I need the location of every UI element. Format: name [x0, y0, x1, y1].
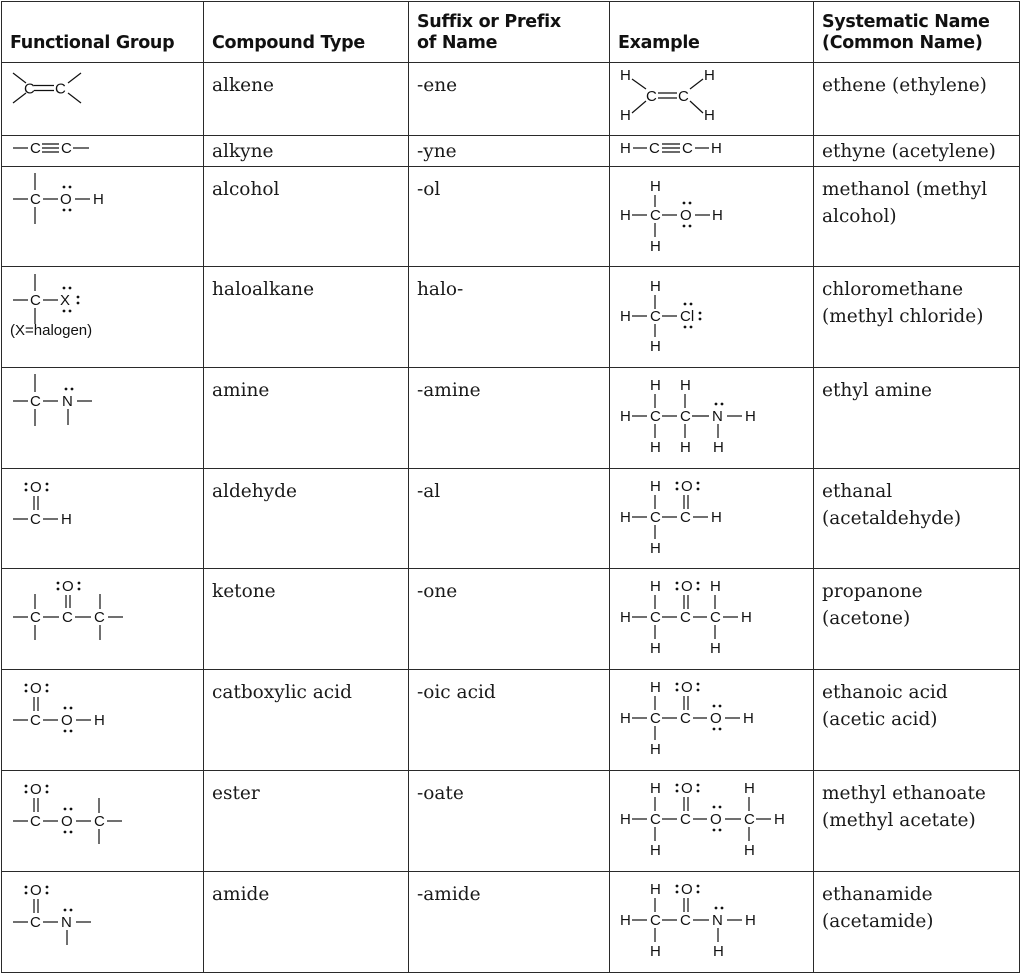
propanone-example-structure [610, 569, 812, 665]
example-structure [610, 166, 814, 266]
chloromethane-example-structure [610, 267, 812, 363]
atom-label: H [620, 810, 631, 828]
atom-label: C [30, 291, 41, 309]
table-row [2, 669, 1020, 770]
atom-label: H [620, 206, 631, 224]
alkene-group-structure [2, 63, 202, 133]
atom-label: O [680, 206, 692, 224]
header-row [2, 2, 1020, 63]
atom-label: C [650, 508, 661, 526]
atom-label: H [713, 942, 724, 960]
atom-label: C [680, 407, 691, 425]
atom-label: H [774, 810, 785, 828]
atom-label: H [710, 577, 721, 595]
atom-label: O [60, 190, 72, 208]
atom-label: H [620, 67, 631, 84]
table-row [2, 468, 1020, 568]
example-structure [610, 871, 814, 972]
alkyne-group-structure [2, 136, 202, 164]
example-structure [610, 770, 814, 871]
ester-group-structure [2, 771, 202, 867]
systematic-name-cell: ethyl amine [814, 367, 1020, 468]
aldehyde-group-structure [2, 469, 202, 565]
atom-label: O [62, 577, 74, 595]
functional-group-structure [2, 136, 204, 167]
functional-group-structure [2, 63, 204, 136]
atom-label: H [620, 911, 631, 929]
compound-type-cell: alcohol [204, 166, 409, 266]
affix-cell: -amide [409, 871, 610, 972]
compound-type-cell: aldehyde [204, 468, 409, 568]
functional-group-structure [2, 266, 204, 367]
compound-type-cell: ketone [204, 568, 409, 669]
atom-label: H [741, 608, 752, 626]
header-systematic-name [814, 2, 1020, 63]
atom-label: H [744, 779, 755, 797]
functional-group-structure [2, 468, 204, 568]
atom-label: C [55, 80, 66, 98]
atom-label: H [745, 407, 756, 425]
amine-group-structure [2, 368, 202, 464]
carboxylic-acid-group-structure [2, 670, 202, 766]
atom-label: H [712, 206, 723, 224]
methanol-example-structure [610, 167, 812, 263]
atom-label: O [710, 709, 722, 727]
atom-label: C [30, 140, 41, 157]
atom-label: C [30, 190, 41, 208]
atom-label: C [650, 810, 661, 828]
table-row [2, 568, 1020, 669]
atom-label: N [61, 913, 72, 931]
atom-label: O [681, 779, 693, 797]
table-row [2, 770, 1020, 871]
atom-label: C [682, 140, 693, 157]
systematic-name-cell: methanol (methyl alcohol) [814, 166, 1020, 266]
atom-label: C [650, 407, 661, 425]
atom-label: O [681, 477, 693, 495]
atom-label: H [650, 177, 661, 195]
atom-label: C [650, 307, 661, 325]
atom-label: H [713, 438, 724, 456]
atom-label: H [711, 140, 722, 157]
systematic-name-cell: ethanal (acetaldehyde) [814, 468, 1020, 568]
atom-label: O [61, 812, 73, 830]
table-row [2, 367, 1020, 468]
header-suffix-prefix [409, 2, 610, 63]
atom-label: C [650, 911, 661, 929]
atom-label: O [681, 880, 693, 898]
header-suffix-line2: of Name [417, 33, 498, 53]
atom-label: C [30, 812, 41, 830]
compound-type-cell: amide [204, 871, 409, 972]
atom-label: C [94, 812, 105, 830]
table-row [2, 136, 1020, 167]
table-row [2, 166, 1020, 266]
atom-label: O [61, 711, 73, 729]
atom-label: H [710, 639, 721, 657]
table-row [2, 266, 1020, 367]
atom-label: H [620, 407, 631, 425]
atom-label: H [650, 779, 661, 797]
atom-label: H [744, 841, 755, 859]
atom-label: H [711, 508, 722, 526]
haloalkane-group-structure [2, 267, 202, 363]
atom-label: C [680, 810, 691, 828]
systematic-name-cell: propanone (acetone) [814, 568, 1020, 669]
ketone-group-structure [2, 569, 202, 665]
atom-label: H [650, 237, 661, 255]
atom-label: H [650, 277, 661, 295]
header-compound-type: Compound Type [204, 2, 409, 63]
ethanal-example-structure [610, 469, 812, 565]
header-systematic-line1: Systematic Name [822, 12, 990, 32]
atom-label: H [650, 740, 661, 758]
atom-label: N [62, 392, 73, 410]
compound-type-cell: amine [204, 367, 409, 468]
atom-label: O [30, 679, 42, 697]
systematic-name-cell: methyl ethanoate (methyl acetate) [814, 770, 1020, 871]
atom-label: C [744, 810, 755, 828]
atom-label: X [60, 291, 71, 309]
atom-label: H [650, 942, 661, 960]
atom-label: H [94, 711, 105, 729]
alcohol-group-structure [2, 167, 202, 263]
atom-label: C [680, 608, 691, 626]
example-structure [610, 136, 814, 167]
compound-type-cell: haloalkane [204, 266, 409, 367]
example-structure [610, 63, 814, 136]
atom-label: H [650, 438, 661, 456]
atom-label: C [650, 608, 661, 626]
atom-label: C [680, 709, 691, 727]
header-systematic-line2: (Common Name) [822, 33, 983, 53]
functional-group-structure [2, 166, 204, 266]
example-structure [610, 568, 814, 669]
atom-label: C [30, 913, 41, 931]
atom-label: H [680, 376, 691, 394]
functional-groups-table [1, 1, 1020, 973]
atom-label: O [30, 780, 42, 798]
atom-label: C [678, 88, 689, 105]
atom-label: H [650, 477, 661, 495]
atom-label: H [650, 639, 661, 657]
table-row [2, 63, 1020, 136]
methyl-ethanoate-example-structure [610, 771, 812, 867]
atom-label: H [650, 678, 661, 696]
example-structure [610, 266, 814, 367]
atom-label: H [620, 307, 631, 325]
example-structure [610, 367, 814, 468]
ethene-example-structure [610, 63, 812, 133]
ethyne-example-structure [610, 136, 812, 164]
affix-cell: -al [409, 468, 610, 568]
atom-label: H [704, 107, 715, 124]
atom-label: C [650, 206, 661, 224]
atom-label: C [62, 608, 73, 626]
atom-label: H [93, 190, 104, 208]
atom-label: C [61, 140, 72, 157]
atom-label: C [646, 88, 657, 105]
atom-label: C [30, 510, 41, 528]
atom-label: C [30, 711, 41, 729]
atom-label: O [30, 881, 42, 899]
functional-group-structure [2, 669, 204, 770]
atom-label: H [620, 107, 631, 124]
systematic-name-cell: ethyne (acetylene) [814, 136, 1020, 167]
atom-label: C [94, 608, 105, 626]
atom-label: H [680, 438, 691, 456]
compound-type-cell: ester [204, 770, 409, 871]
atom-label: H [650, 337, 661, 355]
functional-group-structure [2, 367, 204, 468]
header-example: Example [610, 2, 814, 63]
atom-label: H [745, 911, 756, 929]
atom-label: H [650, 880, 661, 898]
affix-cell: halo- [409, 266, 610, 367]
atom-label: H [743, 709, 754, 727]
atom-label: C [649, 140, 660, 157]
atom-label: H [650, 841, 661, 859]
atom-label: H [650, 577, 661, 595]
affix-cell: -one [409, 568, 610, 669]
atom-label: C [650, 709, 661, 727]
atom-label: N [712, 407, 723, 425]
atom-label: C [680, 508, 691, 526]
systematic-name-cell: ethanamide (acetamide) [814, 871, 1020, 972]
atom-label: H [704, 67, 715, 84]
atom-label: H [61, 510, 72, 528]
ethanamide-example-structure [610, 872, 812, 968]
affix-cell: -ene [409, 63, 610, 136]
atom-label: N [712, 911, 723, 929]
atom-label: O [681, 577, 693, 595]
example-structure [610, 669, 814, 770]
atom-label: H [620, 709, 631, 727]
ethylamine-example-structure [610, 368, 812, 464]
atom-label: H [620, 608, 631, 626]
table-row [2, 871, 1020, 972]
ethanoic-acid-example-structure [610, 670, 812, 766]
header-functional-group: Functional Group [2, 2, 204, 63]
atom-label: H [620, 140, 631, 157]
affix-cell: -oate [409, 770, 610, 871]
atom-label: C [30, 392, 41, 410]
atom-label: H [620, 508, 631, 526]
compound-type-cell: catboxylic acid [204, 669, 409, 770]
functional-group-structure [2, 871, 204, 972]
atom-label: C [710, 608, 721, 626]
affix-cell: -ol [409, 166, 610, 266]
atom-label: C [680, 911, 691, 929]
affix-cell: -yne [409, 136, 610, 167]
atom-label: O [30, 478, 42, 496]
atom-label: H [650, 376, 661, 394]
halogen-note: (X=halogen) [10, 321, 93, 339]
affix-cell: -oic acid [409, 669, 610, 770]
systematic-name-cell: ethene (ethylene) [814, 63, 1020, 136]
compound-type-cell: alkyne [204, 136, 409, 167]
systematic-name-cell: chloromethane (methyl chloride) [814, 266, 1020, 367]
functional-group-structure [2, 770, 204, 871]
atom-label: C [30, 608, 41, 626]
amide-group-structure [2, 872, 202, 968]
affix-cell: -amine [409, 367, 610, 468]
header-suffix-line1: Suffix or Prefix [417, 12, 561, 32]
atom-label: O [710, 810, 722, 828]
atom-label: Cl [680, 307, 695, 325]
atom-label: C [24, 80, 35, 98]
compound-type-cell: alkene [204, 63, 409, 136]
functional-group-structure [2, 568, 204, 669]
atom-label: H [650, 539, 661, 557]
systematic-name-cell: ethanoic acid (acetic acid) [814, 669, 1020, 770]
atom-label: O [681, 678, 693, 696]
example-structure [610, 468, 814, 568]
